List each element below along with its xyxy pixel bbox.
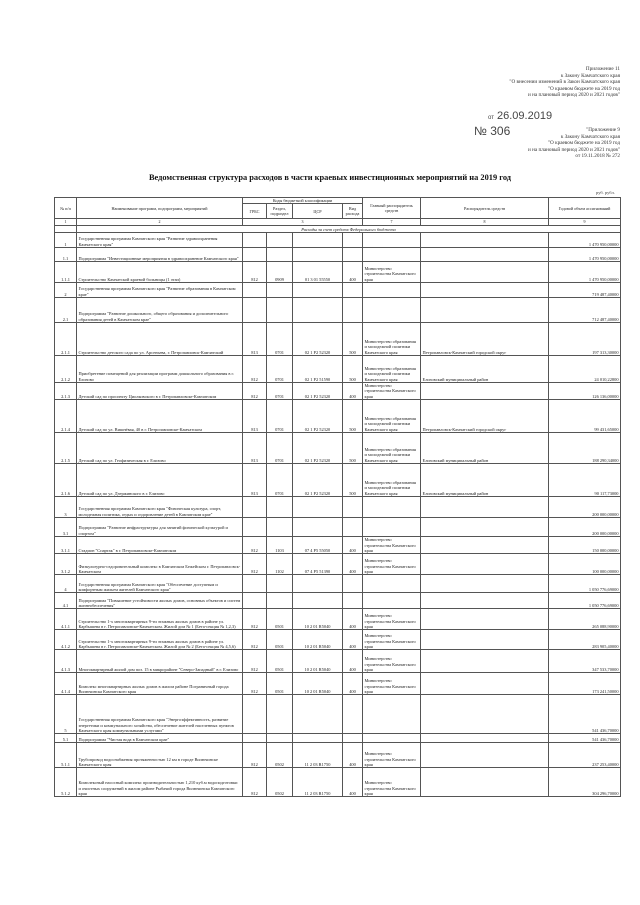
cell-csr: 10 2 01 R5040 (293, 673, 343, 695)
cell-rzpr (267, 233, 293, 248)
cell-amount: 719 487,40000 (549, 283, 621, 298)
cell-recipient (421, 233, 549, 248)
cell-num: 3.1.1 (55, 537, 77, 554)
cell-num: 3 (55, 497, 77, 518)
cell-rzpr: 0501 (267, 673, 293, 695)
cell-rzpr: 0501 (267, 630, 293, 650)
cell-name: Строительство детского сада по ул. Арсеньева, г. Петропавловск-Камчатский (77, 323, 243, 356)
cell-grbs: 812 (243, 630, 267, 650)
table-row (55, 323, 621, 356)
cell-num: 5 (55, 695, 77, 734)
cell-vr: 400 (343, 650, 363, 673)
cell-num: 1 (55, 233, 77, 248)
col-recipient: Распорядитель средств (421, 198, 549, 219)
cell-num: 3.1.2 (55, 554, 77, 575)
cell-rzpr: 0502 (267, 743, 293, 768)
cell-amount: 347 533,70000 (549, 650, 621, 673)
cell-admin (363, 695, 421, 734)
cell-vr (343, 233, 363, 248)
cell-recipient: Петропавловск-Камчатский городской округ (421, 400, 549, 433)
cell-rzpr (267, 593, 293, 609)
cell-amount: 237 253,40000 (549, 743, 621, 768)
cell-name: Государственная программа Камчатского края "Развитие образования в Камчатском крае" (77, 283, 243, 298)
cell-name: Комплексный насосный комплекс производительностью 1,210 куб.м водоподготовки и очистных сооружений в жилом районе Рыбачий города Вилючинска Камчатского края (77, 768, 243, 797)
cell-num: 2.1 (55, 298, 77, 323)
table-row (55, 673, 621, 695)
cell-num: 4.1.2 (55, 630, 77, 650)
header-line: "О внесении изменений в Закон Камчатского края (509, 79, 620, 86)
cell-grbs (243, 518, 267, 537)
cell-grbs: 813 (243, 400, 267, 433)
cell-amount: 24 010,22800 (549, 356, 621, 383)
cell-csr (293, 283, 343, 298)
cell-admin (363, 248, 421, 262)
cell-admin: Министерство строительства Камчатского края (363, 554, 421, 575)
cell-num: 2.1.5 (55, 433, 77, 464)
header-block (380, 66, 620, 99)
cell-rzpr: 0501 (267, 609, 293, 630)
cell-grbs: 812 (243, 650, 267, 673)
table-row (55, 695, 621, 734)
cell-vr (343, 593, 363, 609)
cell-csr: 02 1 P2 52320 (293, 433, 343, 464)
cell-recipient (421, 630, 549, 650)
cell-rzpr: 0701 (267, 433, 293, 464)
cell-grbs (243, 593, 267, 609)
cell-csr (293, 575, 343, 593)
cell-csr (293, 233, 343, 248)
cell-vr: 400 (343, 383, 363, 400)
col-rzpr: Раздел, подраздел (267, 204, 293, 219)
section-header: Расходы за счет средств Федерального бюджета (77, 226, 621, 233)
cell-grbs (243, 695, 267, 734)
cell-name: Детский сад по ул. Вишнёвая, 40 в г. Петропавловске-Камчатском (77, 400, 243, 433)
cell-num: 5.1 (55, 734, 77, 743)
cell-vr (343, 298, 363, 323)
cell-grbs (243, 298, 267, 323)
cell-csr: 11 2 03 R1750 (293, 768, 343, 797)
cell-admin (363, 734, 421, 743)
cell-amount: 283 905,40000 (549, 630, 621, 650)
cell-rzpr: 0701 (267, 383, 293, 400)
header-line: Приложение 11 (585, 66, 620, 72)
cell-rzpr (267, 283, 293, 298)
cell-amount: 200 000,00000 (549, 497, 621, 518)
cell-num: 2 (55, 283, 77, 298)
cell-amount: 1 470 950,00000 (549, 233, 621, 248)
header-line: "Приложение 9 (586, 127, 620, 133)
cell-recipient (421, 283, 549, 298)
cell-recipient (421, 298, 549, 323)
cell-num: 2.1.4 (55, 400, 77, 433)
table-row (55, 497, 621, 518)
cell-amount: 265 088,90000 (549, 609, 621, 630)
cell-admin: Министерство строительства Камчатского края (363, 537, 421, 554)
cell-amount: 1 470 950,00000 (549, 262, 621, 283)
cell-recipient (421, 383, 549, 400)
table-row (55, 630, 621, 650)
cell-csr: 07 4 P5 51390 (293, 554, 343, 575)
cell-vr: 500 (343, 433, 363, 464)
cell-recipient (421, 743, 549, 768)
cell-vr: 400 (343, 630, 363, 650)
cell-admin: Министерство строительства Камчатского края (363, 630, 421, 650)
cell-csr: 02 1 P2 52320 (293, 400, 343, 433)
cell-recipient (421, 518, 549, 537)
cell-num: 4 (55, 575, 77, 593)
column-numbers-row (55, 219, 621, 226)
cell-csr (293, 497, 343, 518)
cell-csr: 11 2 03 R1750 (293, 743, 343, 768)
cell-recipient (421, 593, 549, 609)
cell-num: 2.1.1 (55, 323, 77, 356)
cell-amount: 173 241,50000 (549, 673, 621, 695)
table-row (55, 400, 621, 433)
cell-grbs (243, 575, 267, 593)
table-row (55, 383, 621, 400)
cell-admin (363, 518, 421, 537)
cell-name: Государственная программа Камчатского края "Энергоэффективность, развитие энергетики и коммунального хозяйства, обеспечение жителей населенных пунктов Камчатского края коммунальными услугами" (77, 695, 243, 734)
cell-num: 4.1.4 (55, 673, 77, 695)
cell-vr: 500 (343, 400, 363, 433)
cell-admin: Министерство строительства Камчатского края (363, 262, 421, 283)
cell-name: Физкультурно-оздоровительный комплекс в Камчатском Бежейском г. Петропавловск-Камчатском (77, 554, 243, 575)
cell-recipient (421, 575, 549, 593)
cell-csr (293, 734, 343, 743)
col-amount: Годовой объем ассигнований (549, 198, 621, 219)
cell-admin: Министерство образования и молодежной политики Камчатского края (363, 433, 421, 464)
cell-admin (363, 593, 421, 609)
cell-amount: 90 117,73000 (549, 464, 621, 497)
col-grbs: ГРБС (243, 204, 267, 219)
cell-amount: 99 431,65000 (549, 400, 621, 433)
cell-admin (363, 233, 421, 248)
header-block-2 (380, 127, 620, 160)
cell-recipient (421, 768, 549, 797)
cell-num: 5.1.2 (55, 768, 77, 797)
cell-csr (293, 298, 343, 323)
cell-vr: 400 (343, 673, 363, 695)
cell-csr: 02 1 P2 52320 (293, 323, 343, 356)
cell-rzpr (267, 497, 293, 518)
cell-name: Детский сад по проспекту Циолковского в г. Петропавловске-Камчатском (77, 383, 243, 400)
cell-recipient: Елизовский муниципальный район (421, 464, 549, 497)
cell-num: 5.1.1 (55, 743, 77, 768)
cell-rzpr: 0501 (267, 650, 293, 673)
page-title: Ведомственная структура расходов в части краевых инвестиционных мероприятий на 2019 год (148, 173, 512, 182)
table-row (55, 283, 621, 298)
expenditure-table (54, 197, 621, 797)
cell-name: Строительство 1-х многоквартирных 9-ти этажных жилых домов в районе ул. Карбышева в г. Петропавловске-Камчатском. Жилой дом № 1 (Бета-секция № 1,2,3) (77, 609, 243, 630)
cell-rzpr: 1103 (267, 537, 293, 554)
cell-amount: 541 436,70000 (549, 734, 621, 743)
table-row (55, 518, 621, 537)
cell-rzpr: 0701 (267, 464, 293, 497)
cell-name: Подпрограмма "Развитие инфраструктуры для занятий физической культурой и спортом" (77, 518, 243, 537)
cell-grbs: 812 (243, 673, 267, 695)
cell-grbs: 812 (243, 768, 267, 797)
cell-recipient (421, 537, 549, 554)
cell-vr: 500 (343, 323, 363, 356)
col-csr: ЦСР (293, 204, 343, 219)
cell-rzpr (267, 734, 293, 743)
table-row (55, 734, 621, 743)
cell-rzpr (267, 695, 293, 734)
cell-amount: 541 436,70000 (549, 695, 621, 734)
cell-amount: 1 050 776,69000 (549, 575, 621, 593)
cell-name: Стадион "Спартак" в г. Петропавловске-Камчатском (77, 537, 243, 554)
document-number: № 306 (474, 124, 511, 138)
cell-vr (343, 283, 363, 298)
cell-recipient (421, 554, 549, 575)
header-line: "О краевом бюджете на 2019 год (547, 140, 620, 147)
cell-admin: Министерство образования и молодежной политики Камчатского края (363, 400, 421, 433)
signature-date: от 26.09.2019 (488, 110, 553, 122)
cell-admin (363, 283, 421, 298)
header-line: к Закону Камчатского края (560, 72, 620, 79)
cell-name: Государственная программа Камчатского края "Обеспечение доступным и комфортным жильем жителей Камчатского края" (77, 575, 243, 593)
cell-vr: 500 (343, 356, 363, 383)
cell-recipient: Петропавловск-Камчатский городской округ (421, 323, 549, 356)
cell-rzpr (267, 575, 293, 593)
cell-grbs: 813 (243, 464, 267, 497)
cell-name: Многоквартирный жилой дом поз. 15 в микрорайоне "Северо-Западный" в г. Елизово (77, 650, 243, 673)
header-line: и на плановый период 2020 и 2021 годов" (528, 146, 620, 153)
cell-name: Детский сад по ул. Дзержинского в г. Елизово (77, 464, 243, 497)
cell-amount: 188 290,34000 (549, 433, 621, 464)
col-admin: Главный распорядитель средств (363, 198, 421, 219)
cell-grbs (243, 734, 267, 743)
cell-vr (343, 518, 363, 537)
cell-name: Комплекс многоквартирных жилых домов в жилом районе Пограничный города Вилючинска Камчатского края (77, 673, 243, 695)
col-number: 7 (363, 219, 421, 226)
cell-admin: Министерство строительства Камчатского края (363, 768, 421, 797)
cell-num: 2.1.3 (55, 383, 77, 400)
cell-rzpr: 0701 (267, 323, 293, 356)
cell-rzpr (267, 518, 293, 537)
cell-vr: 400 (343, 743, 363, 768)
cell-amount: 1 470 950,00000 (549, 248, 621, 262)
table-row (55, 262, 621, 283)
cell-csr: 02 1 P2 51590 (293, 356, 343, 383)
cell-grbs (243, 283, 267, 298)
cell-amount: 1 050 776,69000 (549, 593, 621, 609)
table-row (55, 554, 621, 575)
cell-csr (293, 593, 343, 609)
cell-rzpr: 0701 (267, 400, 293, 433)
cell-admin: Министерство строительства Камчатского края (363, 383, 421, 400)
cell-csr (293, 518, 343, 537)
cell-csr: 02 1 P2 52320 (293, 383, 343, 400)
cell-vr (343, 695, 363, 734)
header-line: от 19.11.2018 № 272 (575, 153, 620, 160)
table-row (55, 433, 621, 464)
cell-amount: 304 296,70000 (549, 768, 621, 797)
cell-admin (363, 298, 421, 323)
cell-rzpr: 0909 (267, 262, 293, 283)
cell-name: Подпрограмма "Развитие дошкольного, общего образования и дополнительного образования детей в Камчатском крае" (77, 298, 243, 323)
col-group: Коды бюджетной классификации (243, 198, 363, 204)
cell-name: Строительство 1-х многоквартирных 9-ти этажных жилых домов в районе ул. Карбышева в г. Петропавловске-Камчатском. Жилой дом № 2 (Бета-секция № 4,5,6) (77, 630, 243, 650)
cell-vr (343, 248, 363, 262)
cell-name: Трубопровод водоснабжения протяженностью 12 км в городе Вилючинске Камчатского края (77, 743, 243, 768)
col-number: 2 (77, 219, 243, 226)
cell-recipient (421, 650, 549, 673)
cell-admin: Министерство образования и молодежной политики Камчатского края (363, 464, 421, 497)
cell-name: Подпрограмма "Чистая вода в Камчатском крае" (77, 734, 243, 743)
cell-rzpr (267, 248, 293, 262)
cell-admin: Министерство образования и молодежной политики Камчатского края (363, 323, 421, 356)
cell-num: 2.1.2 (55, 356, 77, 383)
cell-rzpr: 1102 (267, 554, 293, 575)
cell-csr: 10 2 01 R5040 (293, 609, 343, 630)
cell-num: 4.1.1 (55, 609, 77, 630)
cell-num: 4.1.3 (55, 650, 77, 673)
cell-admin: Министерство строительства Камчатского края (363, 743, 421, 768)
cell-grbs: 812 (243, 537, 267, 554)
cell-recipient (421, 497, 549, 518)
cell-csr: 01 3 01 55550 (293, 262, 343, 283)
cell-admin: Министерство образования и молодежной политики Камчатского края (363, 356, 421, 383)
cell-recipient (421, 262, 549, 283)
col-number: 8 (421, 219, 549, 226)
cell-csr: 07 4 P5 55050 (293, 537, 343, 554)
cell-vr: 400 (343, 609, 363, 630)
cell-name: Приобретение помещений для реализации программ дошкольного образования в г. Елизово (77, 356, 243, 383)
col-vr: Вид расхода (343, 204, 363, 219)
table-row (55, 609, 621, 630)
cell-name: Подпрограмма "Инвестиционные мероприятия в здравоохранение Камчатского края" (77, 248, 243, 262)
cell-name: Детский сад по ул. Геофизическая в г. Елизово (77, 433, 243, 464)
cell-grbs: 812 (243, 262, 267, 283)
cell-admin (363, 575, 421, 593)
cell-grbs: 812 (243, 743, 267, 768)
cell-vr: 400 (343, 537, 363, 554)
cell-grbs (243, 248, 267, 262)
table-row (55, 298, 621, 323)
table-row (55, 575, 621, 593)
cell-recipient (421, 673, 549, 695)
cell-vr (343, 734, 363, 743)
cell-amount: 100 000,00000 (549, 554, 621, 575)
cell-admin: Министерство строительства Камчатского края (363, 609, 421, 630)
cell-recipient (421, 734, 549, 743)
cell-recipient (421, 695, 549, 734)
cell-csr (293, 695, 343, 734)
cell-num: 2.1.6 (55, 464, 77, 497)
cell-recipient: Елизовский муниципальный район (421, 356, 549, 383)
cell-grbs: 813 (243, 433, 267, 464)
cell-admin: Министерство строительства Камчатского края (363, 673, 421, 695)
cell-csr: 10 2 01 R5040 (293, 630, 343, 650)
cell-grbs: 812 (243, 609, 267, 630)
cell-recipient: Елизовский муниципальный район (421, 433, 549, 464)
cell-recipient (421, 609, 549, 630)
cell-num: 1.1.1 (55, 262, 77, 283)
unit-label: руб. рубл. (596, 190, 615, 195)
cell-name: Подпрограмма "Повышение устойчивости жилых домов, основных объектов и систем жизнеобеспечения" (77, 593, 243, 609)
cell-name: Государственная программа Камчатского края "Развитие здравоохранения Камчатского края" (77, 233, 243, 248)
cell-name: Государственная программа Камчатского края "Физическая культура, спорт, молодежная политика, отдых и оздоровление детей в Камчатском крае" (77, 497, 243, 518)
table-row (55, 650, 621, 673)
cell-num: 3.1 (55, 518, 77, 537)
table-row (55, 356, 621, 383)
table-row (55, 233, 621, 248)
cell-grbs: 812 (243, 356, 267, 383)
col-name: Наименование программ, подпрограмм, мероприятий (77, 198, 243, 219)
header-line: к Закону Камчатского края (560, 133, 620, 140)
cell-admin: Министерство строительства Камчатского края (363, 650, 421, 673)
cell-rzpr (267, 298, 293, 323)
cell-amount: 200 000,00000 (549, 518, 621, 537)
col-number: 3 (243, 219, 363, 226)
cell-rzpr: 0502 (267, 768, 293, 797)
cell-num: 4.1 (55, 593, 77, 609)
table-row (55, 768, 621, 797)
cell-grbs (243, 233, 267, 248)
cell-name: Строительство Камчатской краевой больницы (1 этап) (77, 262, 243, 283)
cell-amount: 197 313,30000 (549, 323, 621, 356)
table-row (55, 464, 621, 497)
col-number: 9 (549, 219, 621, 226)
col-num: № п/п (55, 198, 77, 219)
cell-csr: 10 2 01 R5040 (293, 650, 343, 673)
cell-grbs: 812 (243, 554, 267, 575)
cell-grbs: 813 (243, 323, 267, 356)
header-line: и на плановый период 2020 и 2021 годов" (528, 92, 620, 99)
table-row (55, 248, 621, 262)
cell-num: 1.1 (55, 248, 77, 262)
cell-amount: 126 136,00000 (549, 383, 621, 400)
cell-vr: 500 (343, 464, 363, 497)
cell-csr: 02 1 P2 52320 (293, 464, 343, 497)
cell-vr: 400 (343, 262, 363, 283)
cell-csr (293, 248, 343, 262)
table-row (55, 537, 621, 554)
cell-vr (343, 497, 363, 518)
cell-vr: 400 (343, 768, 363, 797)
cell-grbs (243, 497, 267, 518)
header-line: "О краевом бюджете на 2019 год (547, 85, 620, 92)
cell-vr (343, 575, 363, 593)
cell-recipient (421, 248, 549, 262)
cell-amount: 150 000,00000 (549, 537, 621, 554)
table-row (55, 593, 621, 609)
col-number: 1 (55, 219, 77, 226)
cell-vr: 400 (343, 554, 363, 575)
cell-grbs: 812 (243, 383, 267, 400)
cell-rzpr: 0701 (267, 356, 293, 383)
table-row (55, 743, 621, 768)
cell-amount: 712 487,40000 (549, 298, 621, 323)
cell-admin (363, 497, 421, 518)
